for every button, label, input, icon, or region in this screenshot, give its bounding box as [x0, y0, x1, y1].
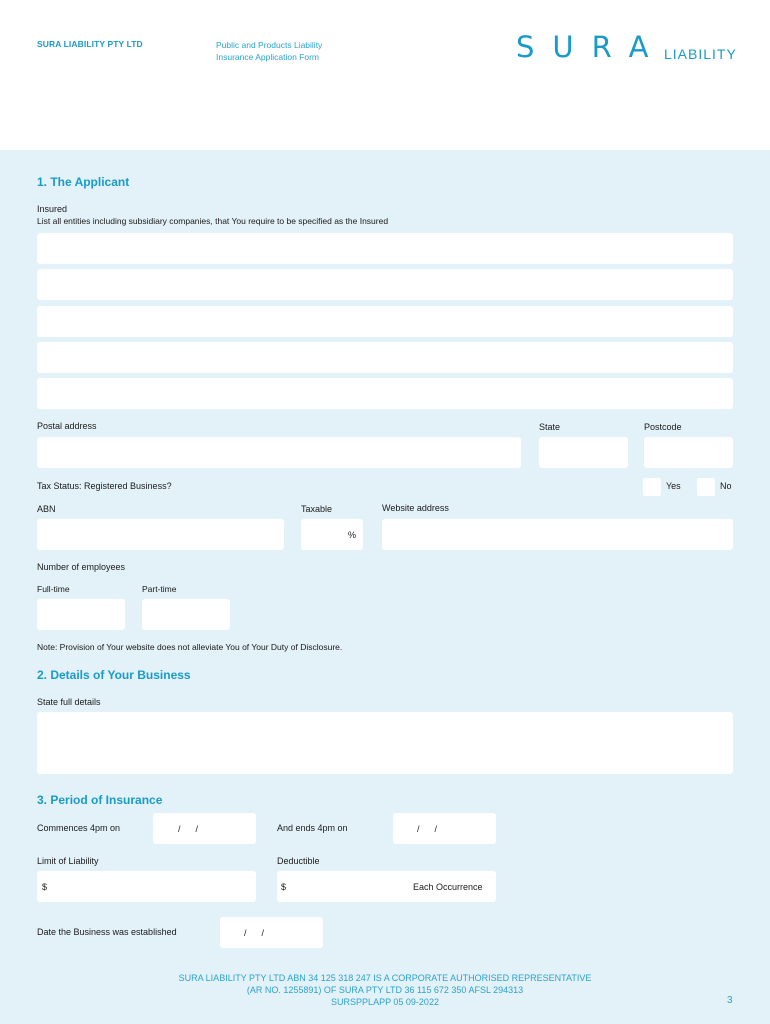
website-field[interactable] [382, 519, 733, 550]
limit-currency: $ [42, 882, 48, 892]
insured-field-4[interactable] [37, 342, 733, 373]
state-label: State [539, 422, 561, 432]
parttime-field[interactable] [142, 599, 230, 630]
limit-field[interactable] [37, 871, 256, 902]
fulltime-label: Full-time [37, 584, 70, 594]
insured-field-3[interactable] [37, 306, 733, 337]
insured-field-5[interactable] [37, 378, 733, 409]
established-date-field[interactable] [220, 917, 323, 948]
business-details-field[interactable] [37, 712, 733, 774]
section-1-heading: 1. The Applicant [37, 175, 130, 189]
postcode-label: Postcode [644, 422, 682, 432]
abn-label: ABN [37, 504, 56, 514]
tax-no-label: No [720, 481, 732, 491]
tax-yes-label: Yes [666, 481, 681, 491]
tax-status-label: Tax Status: Registered Business? [37, 481, 172, 491]
established-date-separators: / / [244, 928, 265, 938]
footer-line-1: SURA LIABILITY PTY LTD ABN 34 125 318 247 IS A CORPORATE AUTHORISED REPRESENTATIVE [178, 973, 592, 983]
taxable-label: Taxable [301, 504, 333, 514]
insured-label: Insured [37, 204, 68, 214]
section-2-heading: 2. Details of Your Business [37, 668, 191, 682]
section-3-heading: 3. Period of Insurance [37, 793, 163, 807]
fulltime-field[interactable] [37, 599, 125, 630]
deductible-label: Deductible [277, 856, 320, 866]
ends-label: And ends 4pm on [277, 823, 348, 833]
percent-symbol: % [348, 530, 357, 540]
tax-no-checkbox[interactable] [697, 478, 715, 496]
insured-field-1[interactable] [37, 233, 733, 264]
footer [0, 972, 770, 1008]
parttime-label: Part-time [142, 584, 177, 594]
established-label: Date the Business was established [37, 927, 177, 937]
form-title [216, 39, 322, 63]
limit-label: Limit of Liability [37, 856, 99, 866]
employees-label: Number of employees [37, 562, 126, 572]
website-label: Website address [382, 503, 449, 513]
sura-logo [516, 30, 736, 66]
commences-date-separators: / / [178, 824, 199, 834]
postcode-field[interactable] [644, 437, 733, 468]
logo-sub: LIABILITY [664, 46, 737, 62]
commences-label: Commences 4pm on [37, 823, 121, 833]
footer-line-3: SURSPPLAPP 05 09-2022 [331, 997, 439, 1007]
insured-field-2[interactable] [37, 269, 733, 300]
deductible-suffix: Each Occurrence [413, 882, 483, 892]
abn-field[interactable] [37, 519, 284, 550]
commences-date-field[interactable] [153, 813, 256, 844]
footer-line-2: (AR NO. 1255891) OF SURA PTY LTD 36 115 672 350 AFSL 294313 [246, 985, 524, 995]
form-title-line1: Public and Products Liability [216, 40, 323, 50]
form-title-line2: Insurance Application Form [216, 52, 319, 62]
ends-date-field[interactable] [393, 813, 496, 844]
state-field[interactable] [539, 437, 628, 468]
website-note: Note: Provision of Your website does not alleviate You of Your Duty of Disclosure. [37, 642, 343, 652]
tax-yes-checkbox[interactable] [643, 478, 661, 496]
logo-brand: SURA [516, 30, 667, 64]
insured-hint: List all entities including subsidiary companies, that You require to be specified as the Insured [37, 216, 389, 226]
postal-address-field[interactable] [37, 437, 521, 468]
page-number: 3 [727, 995, 733, 1006]
ends-date-separators: / / [417, 824, 438, 834]
postal-address-label: Postal address [37, 421, 97, 431]
details-label: State full details [37, 697, 101, 707]
deductible-currency: $ [281, 882, 287, 892]
company-name: SURA LIABILITY PTY LTD [37, 39, 143, 49]
